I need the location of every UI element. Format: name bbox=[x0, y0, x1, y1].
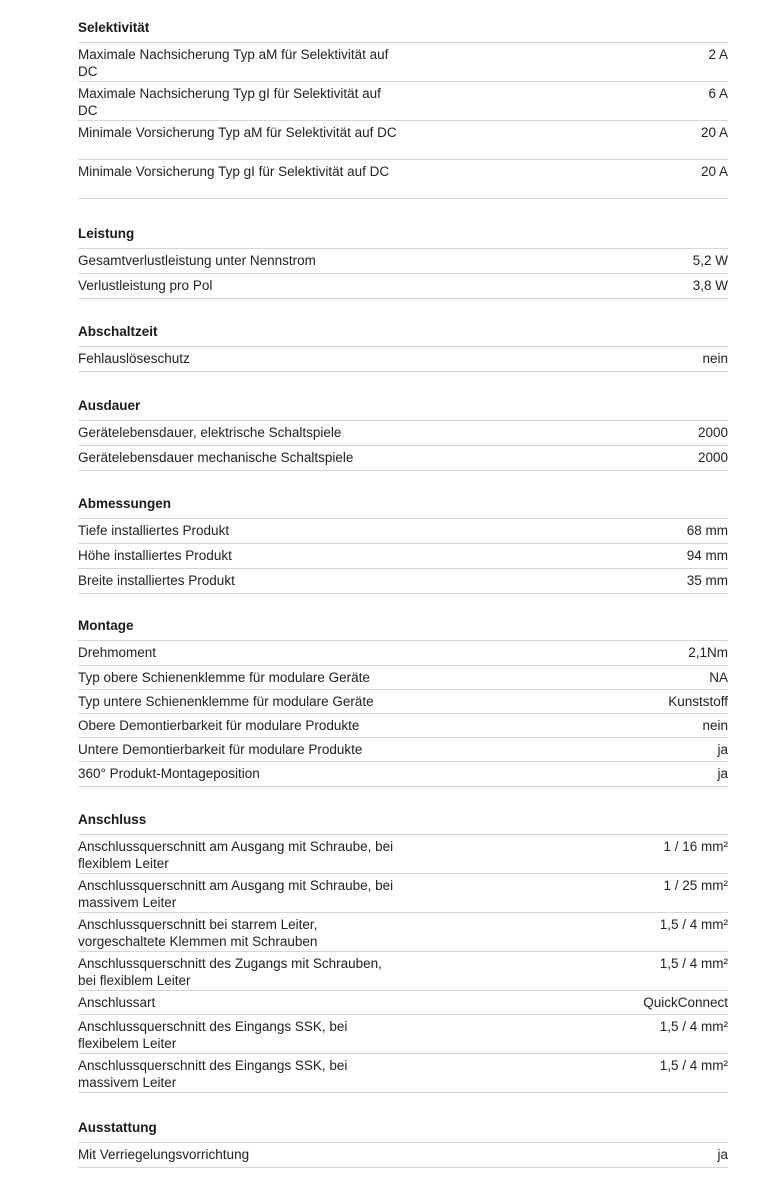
spec-label: Mit Verriegelungsvorrichtung bbox=[78, 1147, 250, 1162]
spec-value: 5,2 W bbox=[692, 253, 728, 268]
spec-value: Kunststoff bbox=[668, 694, 728, 709]
spec-value: 2 A bbox=[708, 47, 728, 62]
spec-row bbox=[78, 952, 728, 991]
spec-label: Anschlussquerschnitt des Zugangs mit Schrauben, bei flexiblem Leiter bbox=[78, 956, 382, 988]
spec-row bbox=[78, 43, 728, 82]
spec-label: Untere Demontierbarkeit für modulare Produkte bbox=[78, 742, 363, 757]
spec-row bbox=[78, 82, 728, 121]
spec-label: Minimale Vorsicherung Typ gI für Selektivität auf DC bbox=[78, 164, 390, 179]
spec-label: Maximale Nachsicherung Typ gI für Selektivität auf DC bbox=[78, 86, 381, 118]
spec-table bbox=[78, 248, 728, 299]
spec-table bbox=[78, 518, 728, 594]
spec-value: nein bbox=[702, 718, 728, 733]
spec-row bbox=[78, 835, 728, 874]
section-ausstattung bbox=[78, 1120, 728, 1168]
spec-label: Obere Demontierbarkeit für modulare Produkte bbox=[78, 718, 360, 733]
section-title: Abschaltzeit bbox=[78, 324, 158, 339]
spec-label: Anschlussart bbox=[78, 995, 156, 1010]
spec-value: 1,5 / 4 mm² bbox=[659, 1058, 728, 1073]
spec-row bbox=[78, 762, 728, 787]
spec-label: Breite installiertes Produkt bbox=[78, 573, 235, 588]
section-title: Anschluss bbox=[78, 812, 147, 827]
spec-label: Anschlussquerschnitt bei starrem Leiter, vorgeschaltete Klemmen mit Schrauben bbox=[78, 917, 318, 949]
spec-row bbox=[78, 249, 728, 274]
section-abmessungen bbox=[78, 496, 728, 594]
section-title: Leistung bbox=[78, 226, 135, 241]
spec-label: Höhe installiertes Produkt bbox=[78, 548, 232, 563]
spec-label: Maximale Nachsicherung Typ aM für Selektivität auf DC bbox=[78, 47, 389, 79]
spec-value: 2000 bbox=[697, 425, 728, 440]
spec-value: nein bbox=[702, 351, 728, 366]
spec-row bbox=[78, 569, 728, 594]
spec-label: Tiefe installiertes Produkt bbox=[78, 523, 230, 538]
spec-row bbox=[78, 1143, 728, 1168]
spec-row bbox=[78, 544, 728, 569]
spec-value: 20 A bbox=[700, 164, 728, 179]
spec-value: 1 / 25 mm² bbox=[663, 878, 728, 893]
spec-label: Anschlussquerschnitt am Ausgang mit Schraube, bei massivem Leiter bbox=[78, 878, 394, 910]
spec-value: 1,5 / 4 mm² bbox=[659, 917, 728, 932]
spec-label: Anschlussquerschnitt des Eingangs SSK, bei flexibelem Leiter bbox=[78, 1019, 348, 1051]
spec-row bbox=[78, 1015, 728, 1054]
spec-value: ja bbox=[717, 766, 728, 781]
spec-label: Fehlauslöseschutz bbox=[78, 351, 190, 366]
spec-label: Drehmoment bbox=[78, 645, 157, 660]
spec-row bbox=[78, 913, 728, 952]
spec-table bbox=[78, 640, 728, 787]
spec-label: Typ obere Schienenklemme für modulare Geräte bbox=[78, 670, 370, 685]
spec-label: Verlustleistung pro Pol bbox=[78, 278, 213, 293]
spec-value: 68 mm bbox=[686, 523, 728, 538]
spec-value: NA bbox=[709, 670, 728, 685]
spec-value: 1,5 / 4 mm² bbox=[659, 1019, 728, 1034]
spec-row bbox=[78, 874, 728, 913]
spec-value: 2,1Nm bbox=[688, 645, 728, 660]
spec-row bbox=[78, 519, 728, 544]
spec-value: 2000 bbox=[697, 450, 728, 465]
spec-value: QuickConnect bbox=[643, 995, 728, 1010]
spec-table bbox=[78, 834, 728, 1093]
section-title: Selektivität bbox=[78, 20, 150, 35]
section-title: Montage bbox=[78, 618, 134, 633]
spec-label: Anschlussquerschnitt am Ausgang mit Schraube, bei flexiblem Leiter bbox=[78, 839, 394, 871]
spec-row bbox=[78, 121, 728, 160]
spec-row bbox=[78, 738, 728, 762]
section-montage bbox=[78, 618, 728, 787]
spec-value: 94 mm bbox=[686, 548, 728, 563]
spec-row bbox=[78, 690, 728, 714]
section-abschaltzeit bbox=[78, 324, 728, 372]
spec-value: ja bbox=[717, 742, 728, 757]
spec-label: 360° Produkt-Montageposition bbox=[78, 766, 260, 781]
spec-row bbox=[78, 991, 728, 1015]
spec-row bbox=[78, 160, 728, 199]
spec-label: Minimale Vorsicherung Typ aM für Selektivität auf DC bbox=[78, 125, 397, 140]
spec-table bbox=[78, 1142, 728, 1168]
spec-label: Typ untere Schienenklemme für modulare Geräte bbox=[78, 694, 374, 709]
spec-value: 1 / 16 mm² bbox=[663, 839, 728, 854]
spec-value: 35 mm bbox=[686, 573, 728, 588]
spec-row bbox=[78, 347, 728, 372]
section-title: Ausdauer bbox=[78, 398, 141, 413]
spec-row bbox=[78, 446, 728, 471]
section-ausdauer bbox=[78, 398, 728, 471]
spec-label: Gerätelebensdauer mechanische Schaltspiele bbox=[78, 450, 354, 465]
section-anschluss bbox=[78, 812, 728, 1093]
spec-value: 3,8 W bbox=[692, 278, 728, 293]
spec-value: 1,5 / 4 mm² bbox=[659, 956, 728, 971]
spec-row bbox=[78, 421, 728, 446]
spec-row bbox=[78, 714, 728, 738]
spec-table bbox=[78, 346, 728, 372]
section-title: Abmessungen bbox=[78, 496, 172, 511]
section-selektivität bbox=[78, 20, 728, 199]
spec-label: Gerätelebensdauer, elektrische Schaltspiele bbox=[78, 425, 342, 440]
spec-row bbox=[78, 641, 728, 666]
spec-row bbox=[78, 1054, 728, 1093]
section-title: Ausstattung bbox=[78, 1120, 157, 1135]
spec-value: ja bbox=[717, 1147, 728, 1162]
spec-label: Gesamtverlustleistung unter Nennstrom bbox=[78, 253, 316, 268]
spec-value: 6 A bbox=[708, 86, 728, 101]
spec-value: 20 A bbox=[700, 125, 728, 140]
section-leistung bbox=[78, 226, 728, 299]
spec-table bbox=[78, 420, 728, 471]
spec-row bbox=[78, 666, 728, 690]
spec-row bbox=[78, 274, 728, 299]
spec-label: Anschlussquerschnitt des Eingangs SSK, bei massivem Leiter bbox=[78, 1058, 348, 1090]
spec-table bbox=[78, 42, 728, 199]
